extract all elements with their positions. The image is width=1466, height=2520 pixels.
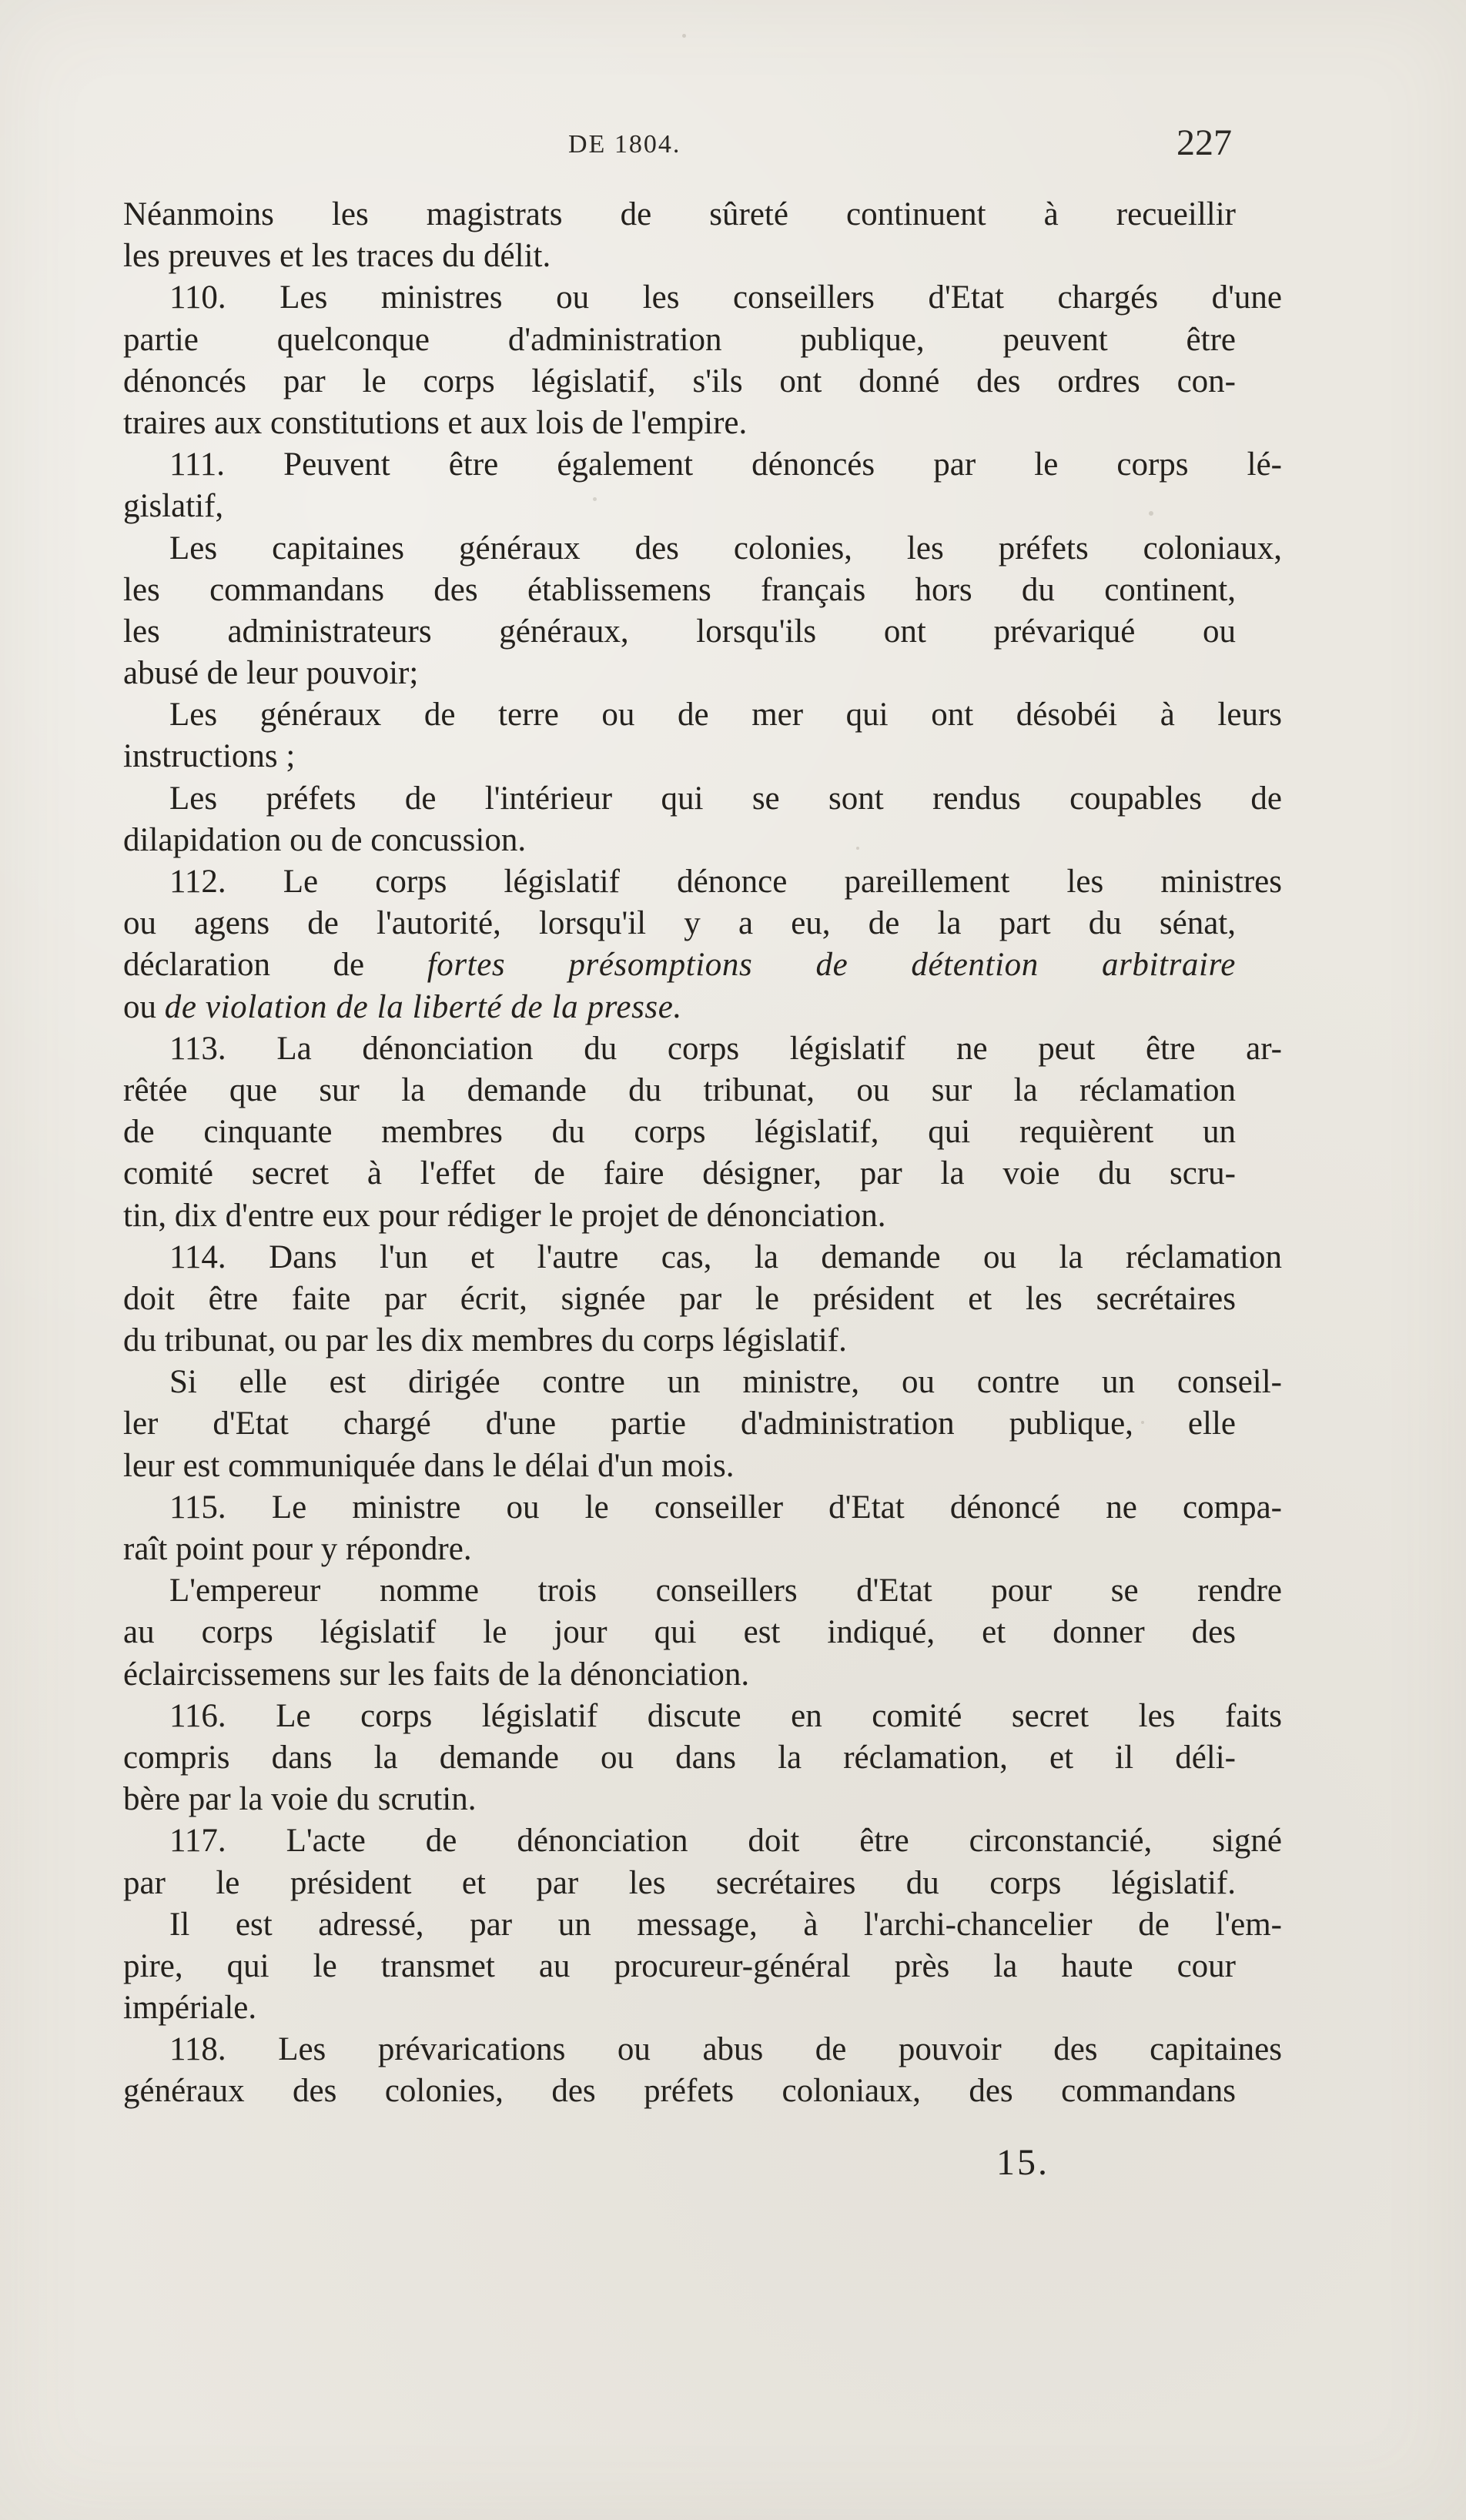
text-line: ler d'Etat chargé d'une partie d'administration publique, elle bbox=[123, 1405, 1236, 1442]
text-line: leur est communiquée dans le délai d'un mois. bbox=[123, 1447, 735, 1484]
text-line: Néanmoins les magistrats de sûreté continuent à recueillir bbox=[123, 196, 1236, 232]
text-line: Les généraux de terre ou de mer qui ont désobéi à leurs bbox=[169, 697, 1282, 734]
paper-speck bbox=[593, 497, 597, 501]
running-head-text: DE 1804. bbox=[568, 130, 681, 159]
line-prefix: déclaration de bbox=[123, 947, 427, 984]
text-line: doit être faite par écrit, signée par le président et les secrétaires bbox=[123, 1280, 1236, 1317]
text-line: par le président et par les secrétaires du corps législatif. bbox=[123, 1864, 1236, 1901]
text-line bbox=[123, 987, 1236, 1028]
text-line: bère par la voie du scrutin. bbox=[123, 1781, 477, 1818]
text-line: dénoncés par le corps législatif, s'ils ont donné des ordres con- bbox=[123, 363, 1236, 399]
text-line: 112. Le corps législatif dénonce pareillement les ministres bbox=[169, 864, 1282, 900]
text-line: 116. Le corps législatif discute en comité secret les faits bbox=[169, 1697, 1282, 1734]
text-line: éclaircissemens sur les faits de la dénonciation. bbox=[123, 1656, 750, 1693]
paper-speck bbox=[682, 34, 686, 38]
text-line: traires aux constitutions et aux lois de l'empire. bbox=[123, 404, 748, 441]
text-line: Il est adressé, par un message, à l'archi-chancelier de l'em- bbox=[169, 1906, 1282, 1943]
text-line: gislatif, bbox=[123, 488, 224, 525]
text-line: Les préfets de l'intérieur qui se sont rendus coupables de bbox=[169, 780, 1282, 817]
text-line: L'empereur nomme trois conseillers d'Etat pour se rendre bbox=[169, 1572, 1282, 1609]
text-line: 113. La dénonciation du corps législatif ne peut être ar- bbox=[169, 1030, 1282, 1067]
text-line: compris dans la demande ou dans la réclamation, et il déli- bbox=[123, 1739, 1236, 1776]
text-line: 117. L'acte de dénonciation doit être circonstancié, signé bbox=[169, 1823, 1282, 1860]
paper-speck bbox=[1141, 1421, 1144, 1424]
text-line: impériale. bbox=[123, 1990, 257, 2027]
text-line: généraux des colonies, des préfets coloniaux, des commandans bbox=[123, 2073, 1236, 2110]
text-line bbox=[123, 944, 1236, 986]
text-line: 110. Les ministres ou les conseillers d'Etat chargés d'une bbox=[169, 279, 1282, 316]
text-line: abusé de leur pouvoir; bbox=[123, 655, 419, 692]
text-line: partie quelconque d'administration publique, peuvent être bbox=[123, 321, 1236, 358]
italic-text: de violation de la liberté de la presse. bbox=[164, 988, 682, 1025]
text-line: 115. Le ministre ou le conseiller d'Etat dénoncé ne compa- bbox=[169, 1489, 1282, 1526]
page-number: 227 bbox=[1176, 122, 1232, 163]
text-line: tin, dix d'entre eux pour rédiger le projet de dénonciation. bbox=[123, 1197, 886, 1234]
text-line: Les capitaines généraux des colonies, les préfets coloniaux, bbox=[169, 530, 1282, 566]
italic-text: fortes présomptions de détention arbitraire bbox=[427, 947, 1236, 984]
paper-speck bbox=[1149, 511, 1153, 516]
text-line: les preuves et les traces du délit. bbox=[123, 238, 551, 275]
text-line: de cinquante membres du corps législatif, qui requièrent un bbox=[123, 1114, 1236, 1151]
running-head bbox=[568, 122, 681, 161]
text-line: 118. Les prévarications ou abus de pouvoir des capitaines bbox=[169, 2031, 1282, 2068]
signature-mark: 15. bbox=[996, 2142, 1049, 2183]
text-line: raît point pour y répondre. bbox=[123, 1531, 472, 1567]
text-line: comité secret à l'effet de faire désigner, par la voie du scru- bbox=[123, 1155, 1236, 1192]
page-body bbox=[123, 194, 1282, 2113]
text-line: 111. Peuvent être également dénoncés par le corps lé- bbox=[169, 446, 1282, 483]
text-line: ou agens de l'autorité, lorsqu'il y a eu, de la part du sénat, bbox=[123, 905, 1236, 942]
text-line: les commandans des établissemens français hors du continent, bbox=[123, 571, 1236, 608]
text-line: rêtée que sur la demande du tribunat, ou sur la réclamation bbox=[123, 1071, 1236, 1108]
text-line: instructions ; bbox=[123, 738, 296, 775]
text-line: 114. Dans l'un et l'autre cas, la demande ou la réclamation bbox=[169, 1238, 1282, 1275]
text-line: au corps législatif le jour qui est indiqué, et donner des bbox=[123, 1614, 1236, 1651]
line-prefix: ou bbox=[123, 988, 165, 1025]
text-line: dilapidation ou de concussion. bbox=[123, 821, 527, 858]
page-header bbox=[123, 122, 1232, 175]
text-line: du tribunat, ou par les dix membres du corps législatif. bbox=[123, 1322, 847, 1359]
text-line: pire, qui le transmet au procureur-général près la haute cour bbox=[123, 1947, 1236, 1984]
paper-speck bbox=[856, 847, 859, 850]
text-line: les administrateurs généraux, lorsqu'ils ont prévariqué ou bbox=[123, 613, 1236, 650]
text-line: Si elle est dirigée contre un ministre, ou contre un conseil- bbox=[169, 1364, 1282, 1401]
